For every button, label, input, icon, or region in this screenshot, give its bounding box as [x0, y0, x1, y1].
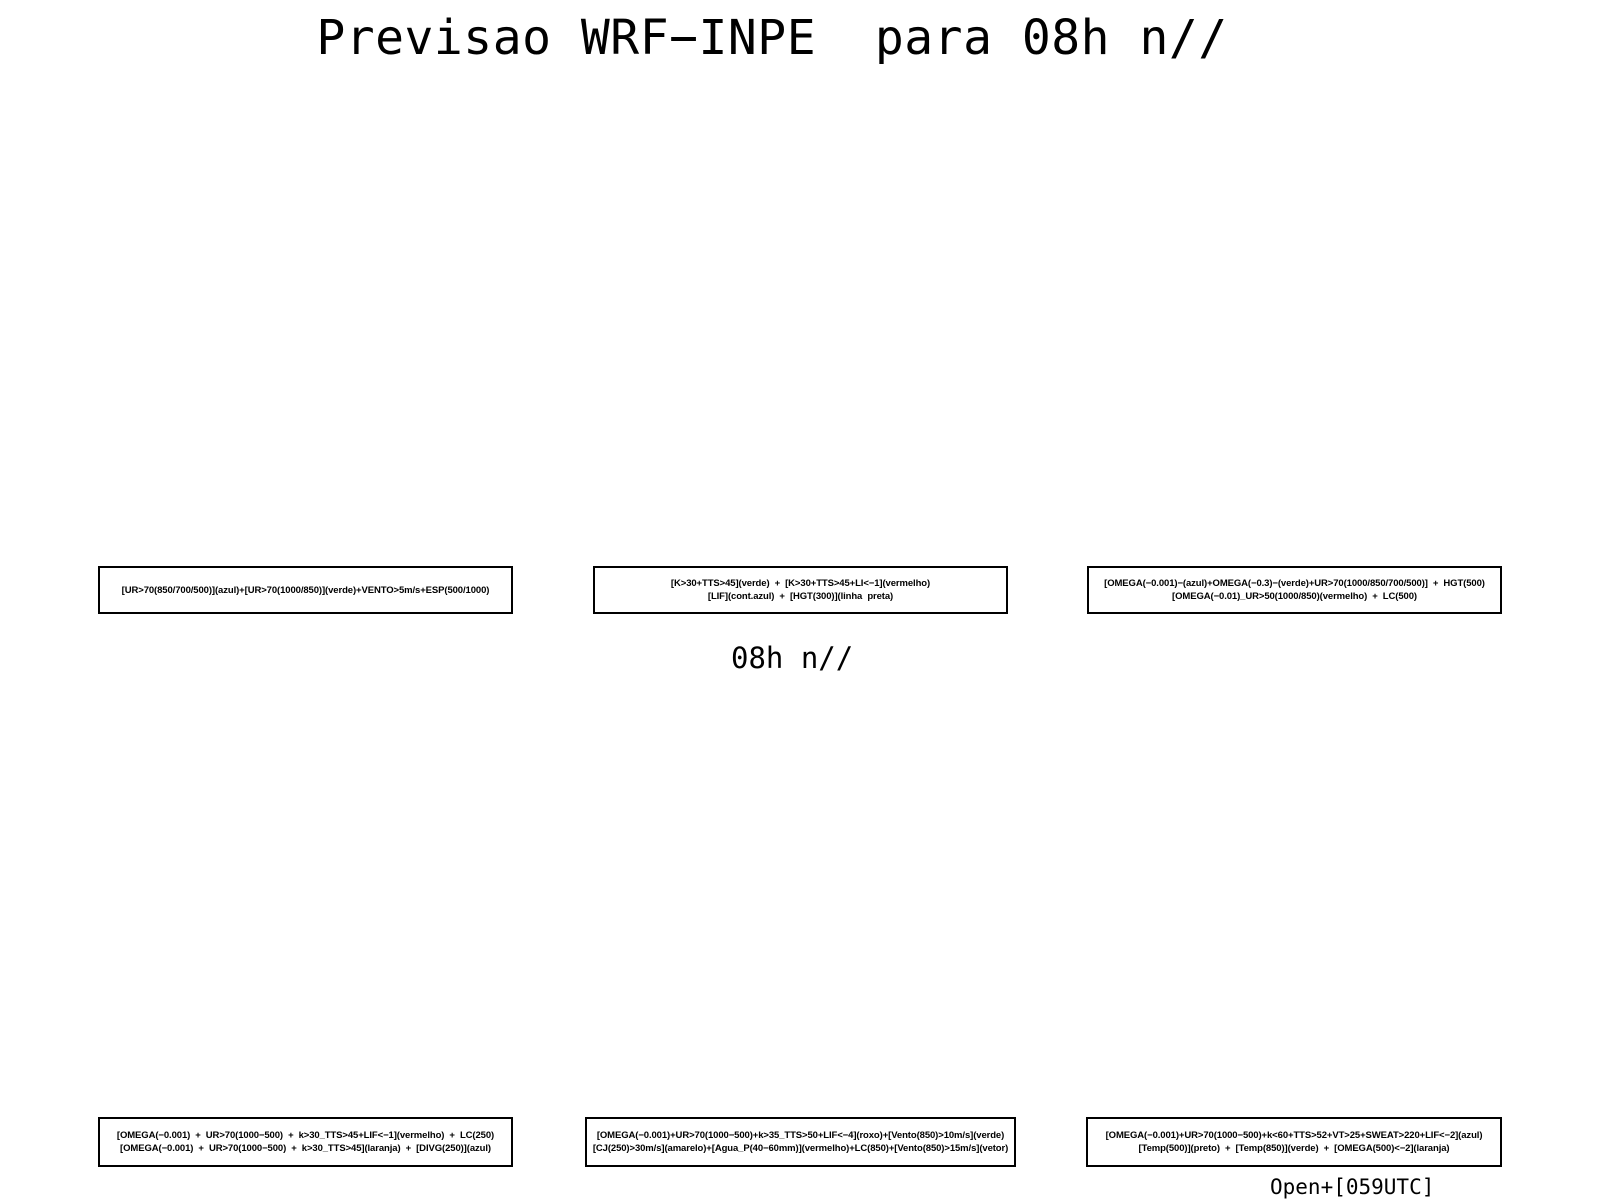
footer-run-label: Open+[059UTC]: [1270, 1175, 1435, 1199]
center-time-label: 08h n//: [731, 641, 854, 675]
legend-box-bottom-1: [98, 1117, 513, 1167]
legend-box-top-1: [98, 566, 513, 614]
legend-line: [OMEGA(−0.001)+UR>70(1000−500)+k<60+TTS>52+VT>25+SWEAT>220+LIF<−2](azul): [1105, 1130, 1483, 1141]
legend-line: [OMEGA(−0.01)_UR>50(1000/850)(vermelho) + LC(500): [1172, 591, 1417, 602]
page-title: Previsao WRF−INPE para 08h n//: [316, 10, 1228, 66]
legend-box-bottom-2: [585, 1117, 1016, 1167]
legend-line: [OMEGA(−0.001)−(azul)+OMEGA(−0.3)−(verde)+UR>70(1000/850/700/500)] + HGT(500): [1104, 578, 1485, 589]
legend-line: [UR>70(850/700/500)](azul)+[UR>70(1000/850)](verde)+VENTO>5m/s+ESP(500/1000): [121, 584, 490, 596]
legend-line: [LIF](cont.azul) + [HGT(300)](linha preta): [707, 591, 894, 602]
legend-line: [OMEGA(−0.001) + UR>70(1000−500) + k>30_TTS>45+LIF<−1](vermelho) + LC(250): [116, 1130, 495, 1141]
legend-line: [CJ(250)>30m/s](amarelo)+[Agua_P(40−60mm)](vermelho)+LC(850)+[Vento(850)>15m/s](vetor): [592, 1143, 1009, 1154]
legend-line: [K>30+TTS>45](verde) + [K>30+TTS>45+LI<−1](vermelho): [670, 578, 931, 589]
legend-line: [Temp(500)](preto) + [Temp(850)](verde) + [OMEGA(500)<−2](laranja): [1138, 1143, 1450, 1154]
legend-box-top-2: [593, 566, 1008, 614]
legend-line: [OMEGA(−0.001)+UR>70(1000−500)+k>35_TTS>50+LIF<−4](roxo)+[Vento(850)>10m/s](verde): [596, 1130, 1005, 1141]
legend-line: [OMEGA(−0.001) + UR>70(1000−500) + k>30_TTS>45](laranja) + [DIVG(250)](azul): [120, 1143, 491, 1154]
legend-box-bottom-3: [1086, 1117, 1502, 1167]
legend-box-top-3: [1087, 566, 1502, 614]
